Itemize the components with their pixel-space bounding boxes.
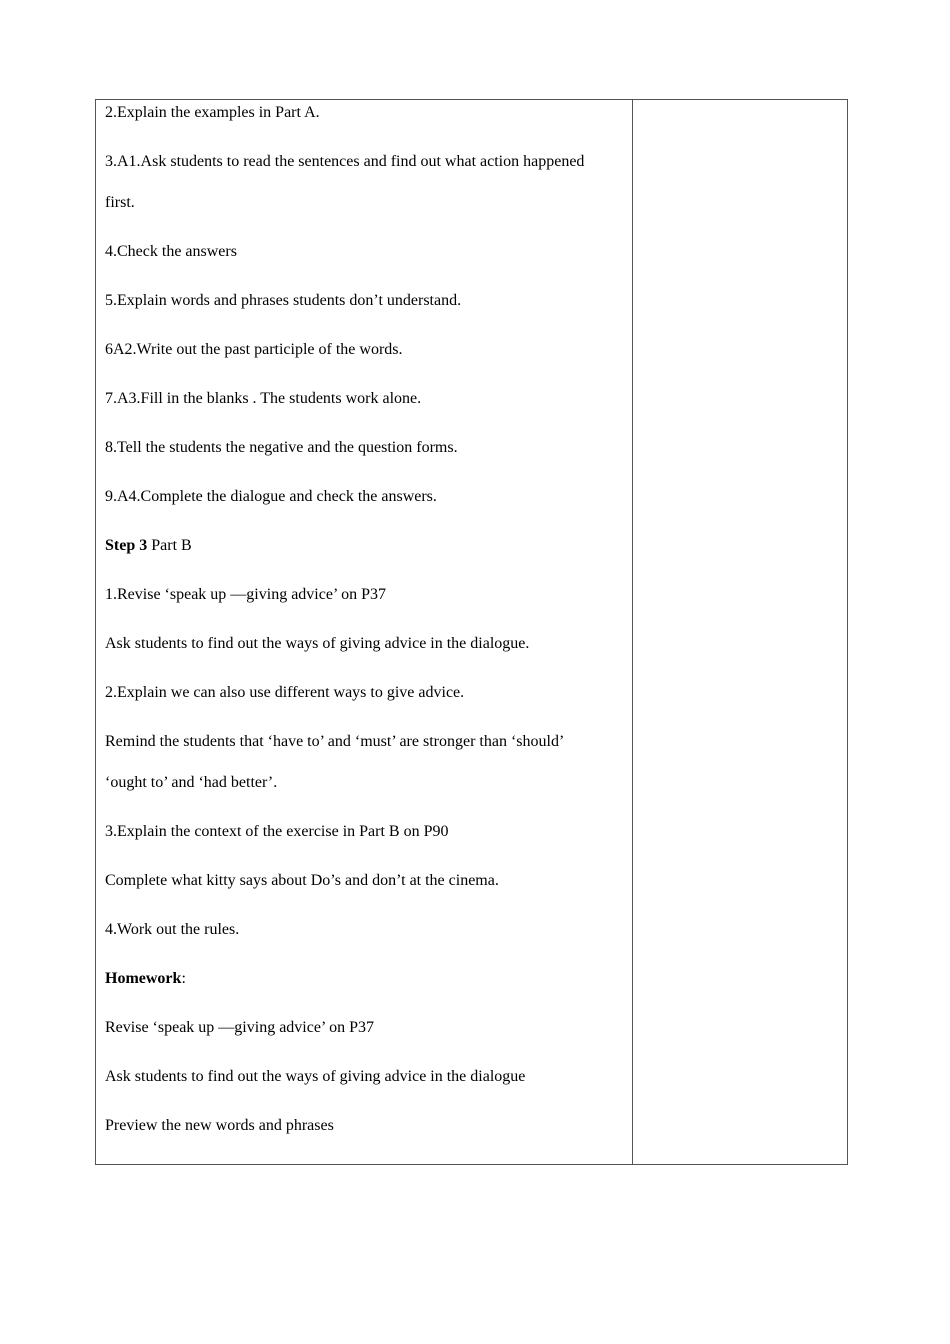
text-line: 2.Explain we can also use different ways to give advice. <box>105 684 465 701</box>
text-line: 1.Revise ‘speak up —giving advice’ on P37 <box>105 586 386 603</box>
text-line: first. <box>105 194 135 211</box>
text-line: Remind the students that ‘have to’ and ‘must’ are stronger than ‘should’ <box>105 733 565 750</box>
text-line: Ask students to find out the ways of giving advice in the dialogue <box>105 1068 526 1085</box>
text-line: 9.A4.Complete the dialogue and check the answers. <box>105 488 437 505</box>
text-line: Complete what kitty says about Do’s and don’t at the cinema. <box>105 872 499 889</box>
text-line: Ask students to find out the ways of giving advice in the dialogue. <box>105 635 530 652</box>
homework-label: Homework <box>105 970 182 987</box>
lesson-plan-table <box>95 99 848 1165</box>
text-line: 5.Explain words and phrases students don’t understand. <box>105 292 462 309</box>
step-heading: Step 3 Part B <box>105 537 192 554</box>
text-line: 3.Explain the context of the exercise in Part B on P90 <box>105 823 449 840</box>
text-line: Preview the new words and phrases <box>105 1117 334 1134</box>
text-line: Revise ‘speak up —giving advice’ on P37 <box>105 1019 374 1036</box>
text-line: 8.Tell the students the negative and the question forms. <box>105 439 458 456</box>
step-label: Step 3 <box>105 537 148 554</box>
text-line: 3.A1.Ask students to read the sentences and find out what action happened <box>105 153 585 170</box>
notes-cell <box>633 100 847 1164</box>
text-line: 4.Check the answers <box>105 243 237 260</box>
text-line: 7.A3.Fill in the blanks . The students work alone. <box>105 390 422 407</box>
text-line: 2.Explain the examples in Part A. <box>105 104 320 121</box>
text-line: ‘ought to’ and ‘had better’. <box>105 774 278 791</box>
homework-heading: Homework: <box>105 970 186 987</box>
text-line: 4.Work out the rules. <box>105 921 240 938</box>
text-line: 6A2.Write out the past participle of the words. <box>105 341 403 358</box>
procedure-cell <box>96 100 632 1164</box>
